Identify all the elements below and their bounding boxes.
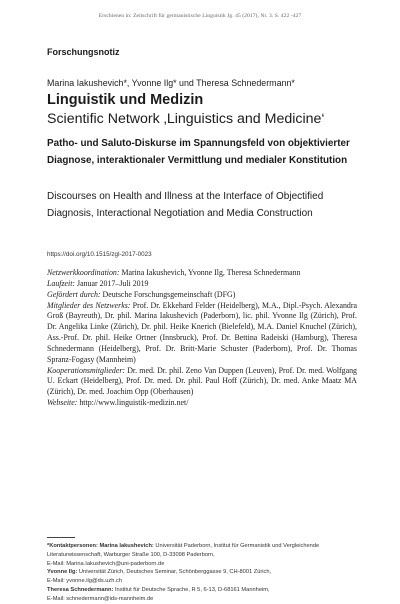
subtitle-english: Discourses on Health and Illness at the Interface of Objectified Diagnosis, Interactional Negotiation and Media Construction [47,191,324,219]
meta-label: Mitglieder des Netzwerks: [47,300,131,310]
footnote-label: Theresa Schnedermann: [47,586,114,593]
meta-coordination [47,268,357,279]
footnote-text: Institut für Deutsche Sprache, R 5, 6-13, D-68161 Mannheim, [113,586,270,593]
footnote-label: *Kontaktpersonen: Marina Iakushevich: [47,543,154,549]
title-english: Scientific Network ‚Linguistics and Medicine‘ [47,111,325,127]
footnote-label: Yvonne Ilg: [47,569,78,576]
meta-duration [47,279,357,290]
meta-value: Marina Iakushevich, Yvonne Ilg, Theresa Schnedermann [119,268,301,277]
contact-footnote [47,542,357,604]
author-line: Marina Iakushevich*, Yvonne Ilg* und Theresa Schnedermann* [47,78,295,88]
footnote-divider [47,537,75,538]
website-link[interactable]: http://www.linguistik-medizin.net/ [77,398,189,408]
footnote-line [47,595,357,604]
meta-label: Netzwerkkoordination: [47,268,120,277]
footnote-line [47,560,357,569]
document-type-label: Forschungsnotiz [47,47,120,57]
meta-value: Dr. med. Dr. phil. Zeno Van Duppen (Leuven), Prof. Dr. med. Wolfgang U. Eckart (Heidelberg), Prof. Dr. med. Dr. phil. Paul Hoff (Zürich), Dr. med. Anke Maatz MA (Zürich), Dr. med. Joachim Opp (Oberhausen) [47,365,357,397]
meta-label: Webseite: [47,398,78,408]
meta-website [47,398,357,409]
footnote-line [47,542,357,560]
meta-cooperation [47,366,357,399]
meta-label: Kooperationsmitglieder: [47,365,126,375]
footnote-line [47,568,357,577]
meta-value: Januar 2017–Juli 2019 [75,278,149,288]
footnote-line [47,577,357,586]
footnote-line [47,586,357,595]
title-german: Linguistik und Medizin [47,92,204,108]
meta-value: Prof. Dr. Ekkehard Felder (Heidelberg), M.A., Dipl.-Psych. Alexandra Groß (Bayreuth), Dr. phil. Marina Iakushevich (Paderborn), lic. phil. Yvonne Ilg (Zürich), Prof. Dr. Angelika Linke (Zürich), Dr. phil. Heike Knerich (Bielefeld), M.A. Daniel Knuchel (Zürich), Ass.-Prof. Dr. phil. Heike Ortner (Innsbruck), Prof. Dr. Bettina Radeiski (Hamburg), Theresa Schnedermann (Heidelberg), Prof. Dr. Britt-Marie Schuster (Paderborn), Prof. Dr. Thomas Spranz-Fogasy (Mannheim) [47,300,357,364]
footnote-text: Universität Paderborn, Institut für Germanistik und Vergleichende Literaturwissenschaft, Warburger Straße 100, D-33098 Paderborn, [47,543,320,558]
meta-funding [47,290,357,301]
email-link[interactable]: E-Mail: Marina.Iakushevich@uni-paderborn.de [47,560,165,567]
meta-members [47,301,357,366]
meta-label: Laufzeit: [47,278,76,288]
footnote-text: Universität Zürich, Deutsches Seminar, Schönberggasse 9, CH-8001 Zürich, [77,569,272,576]
email-link[interactable]: E-Mail: schnedermann@ids-mannheim.de [47,595,154,602]
email-link[interactable]: E-Mail: yvonne.ilg@ds.uzh.ch [47,578,123,585]
meta-label: Gefördert durch: [47,289,101,299]
network-metadata [47,268,357,409]
meta-value: Deutsche Forschungsgemeinschaft (DFG) [100,289,236,299]
journal-header-reference: Erschienen in: Zeitschrift für germanistische Linguistik Jg. 45 (2017), Nr. 3. S. 422 -427 [98,13,302,19]
doi-link[interactable]: https://doi.org/10.1515/zgl-2017-0023 [47,251,152,258]
subtitle-german: Patho- und Saluto-Diskurse im Spannungsfeld von objektivierter Diagnose, interaktionaler Vermittlung und medialer Konstitution [47,138,350,166]
